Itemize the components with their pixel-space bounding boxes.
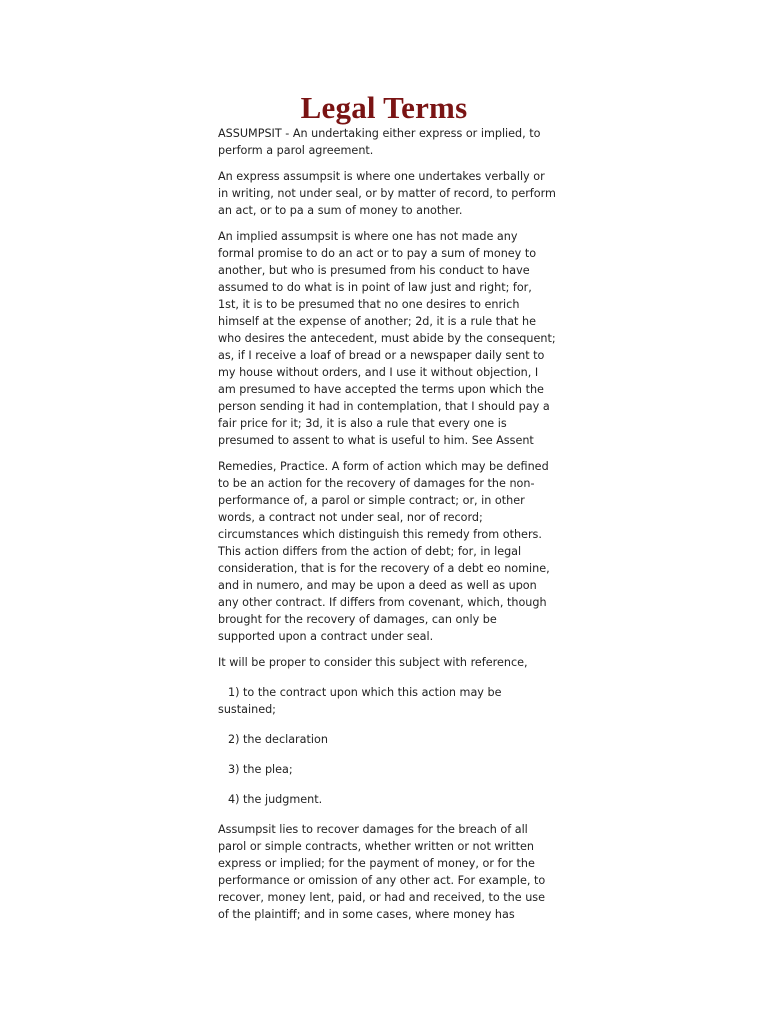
list-item-contract [218,684,556,718]
list-item-declaration [218,731,556,748]
paragraph-remedies-practice: Remedies, Practice. A form of action which may be defined to be an action for the recovery of damages for the non-performance of, a parol or simple contract; or, in other words, a contract not under seal, nor of record; circumstances which distinguish this remedy from others. This action differs from the action of debt; for, in legal consideration, that is for the recovery of a debt eo nomine, and in numero, and may be upon a deed as well as upon any other contract. If differs from covenant, which, though brought for the recovery of damages, can only be supported upon a contract under seal. [218,460,550,643]
paragraph-definition: ASSUMPSIT - An undertaking either express or implied, to perform a parol agreement. [218,127,541,157]
paragraph-assumpsit-lies: Assumpsit lies to recover damages for the breach of all parol or simple contracts, whether written or not written express or implied; for the payment of money, or for the performance or omission of any other act. For example, to recover, money lent, paid, or had and received, to the use of the plaintiff; and in some cases, where money has [218,823,546,921]
list-item-plea-text: 3) the plea; [228,763,293,776]
list-item-judgment [218,791,556,808]
document-title: Legal Terms [300,90,468,125]
list-item-plea [218,761,556,778]
paragraph-express-assumpsit: An express assumpsit is where one undertakes verbally or in writing, not under seal, or by matter of record, to perform an act, or to pa a sum of money to another. [218,170,556,217]
list-item-judgment-text: 4) the judgment. [228,793,323,806]
paragraph-reference-intro: It will be proper to consider this subject with reference, [218,656,528,669]
document-body [218,125,556,932]
paragraph-implied-assumpsit: An implied assumpsit is where one has not made any formal promise to do an act or to pay a sum of money to another, but who is presumed from his conduct to have assumed to do what is in point of law just and right; for, 1st, it is to be presumed that no one desires to enrich himself at the expense of another; 2d, it is a rule that he who desires the antecedent, must abide by the consequent; as, if I receive a loaf of bread or a newspaper daily sent to my house without orders, and I use it without objection, I am presumed to have accepted the terms upon which the person sending it had in contemplation, that I should pay a fair price for it; 3d, it is also a rule that every one is presumed to assent to what is useful to him. See Assent [218,230,556,447]
list-item-declaration-text: 2) the declaration [228,733,328,746]
list-item-contract-text: 1) to the contract upon which this action may be sustained; [218,686,502,716]
